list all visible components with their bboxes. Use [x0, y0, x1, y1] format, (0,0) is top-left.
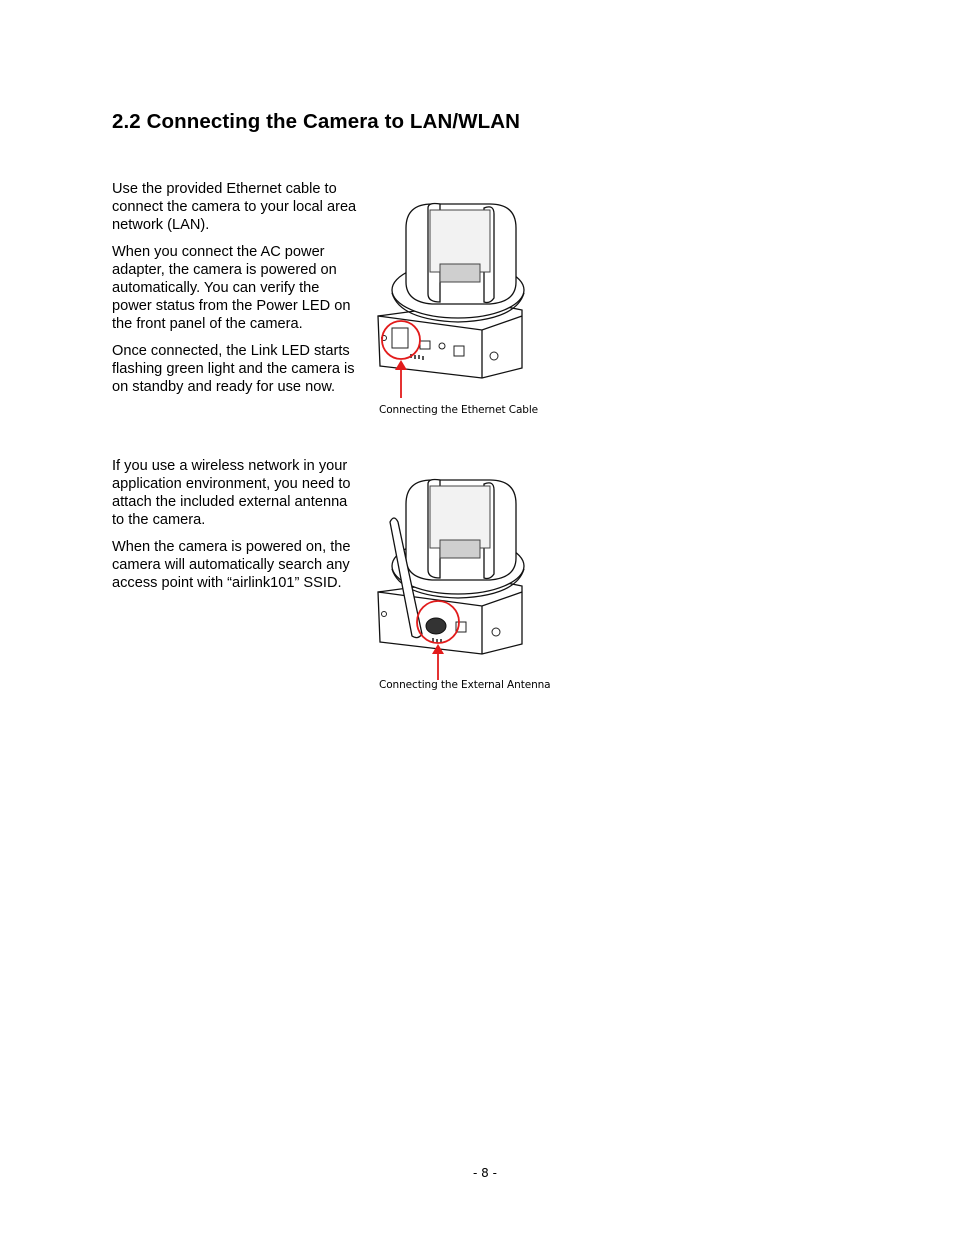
wlan-paragraph-2: When the camera is powered on, the camera will automatically search any access point with “airlink101” SSID. — [112, 539, 351, 591]
lan-paragraph-3: Once connected, the Link LED starts flashing green light and the camera is on standby and ready for use now. — [112, 343, 355, 395]
lan-paragraph-1: Use the provided Ethernet cable to connect the camera to your local area network (LAN). — [112, 181, 357, 233]
section-title: 2.2 Connecting the Camera to LAN/WLAN — [112, 110, 521, 133]
ethernet-camera-illustration — [370, 198, 540, 398]
page-number-text: - 8 - — [473, 1166, 497, 1180]
antenna-camera-illustration — [370, 474, 540, 680]
page-number — [0, 1166, 954, 1180]
ethernet-figure-caption: Connecting the Ethernet Cable — [379, 404, 539, 416]
wlan-paragraph-1: If you use a wireless network in your application environment, you need to attach the included external antenna to the camera. — [112, 458, 351, 528]
antenna-figure-caption: Connecting the External Antenna — [379, 679, 551, 691]
lan-paragraph-2: When you connect the AC power adapter, the camera is powered on automatically. You can verify the power status from the Power LED on the front panel of the camera. — [112, 244, 351, 332]
